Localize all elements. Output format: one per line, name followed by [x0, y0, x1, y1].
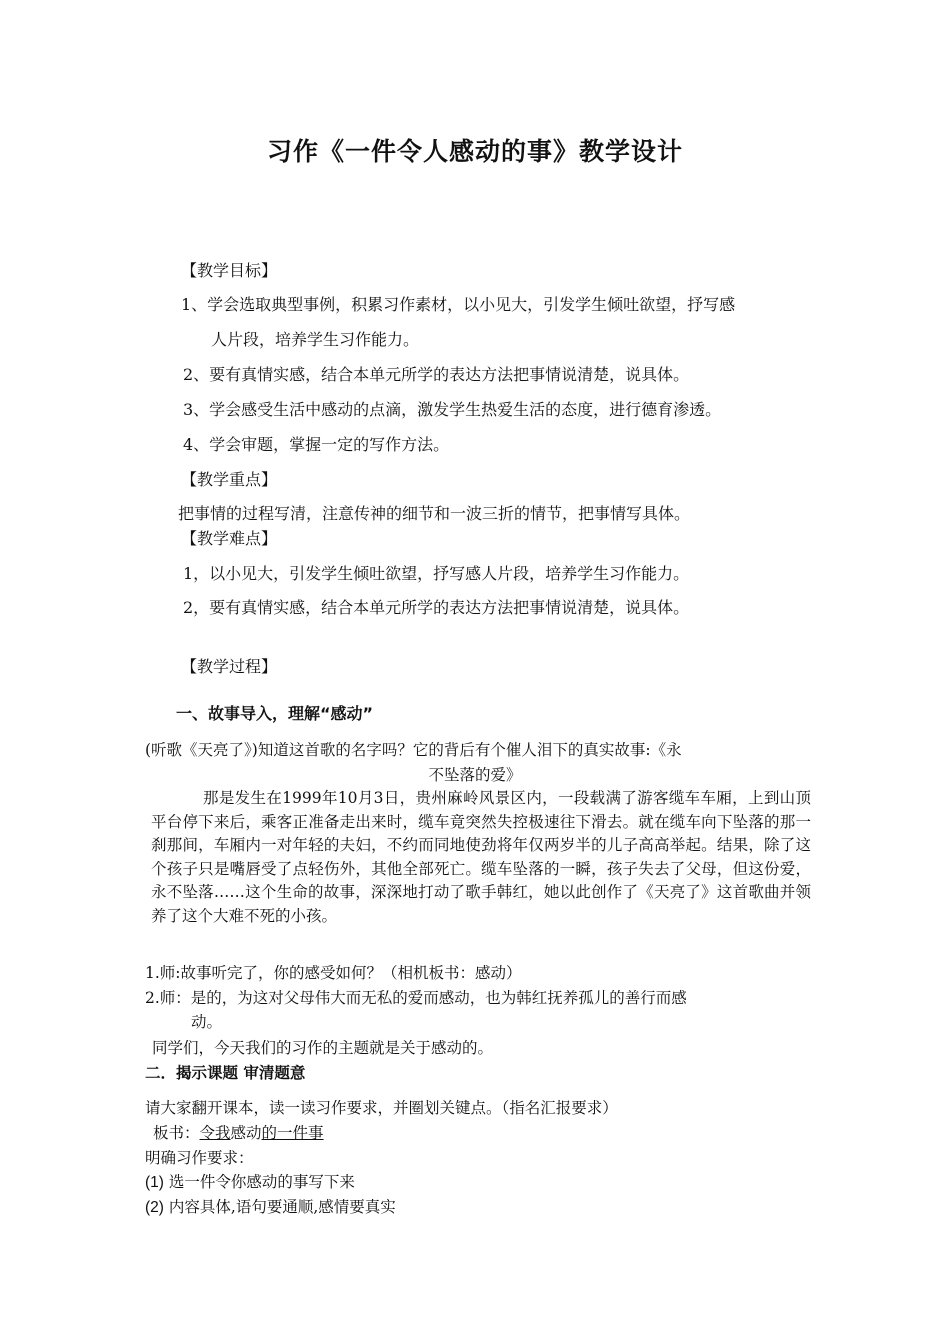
requirement-2-number: (2): [145, 1199, 164, 1216]
board-segment-underlined-2: 的一件事: [261, 1124, 324, 1142]
objectives-heading: 【教学目标】: [181, 261, 278, 280]
board-writing: [153, 1121, 324, 1143]
question-1: 1.师:故事听完了，你的感受如何？（相机板书：感动）: [145, 964, 522, 982]
objective-item-2: 2、要有真情实感，结合本单元所学的表达方法把事情说清楚，说具体。: [183, 365, 690, 384]
requirement-1-text: 选一件令你感动的事写下来: [168, 1173, 355, 1191]
page-title: 习作《一件令人感动的事》教学设计: [266, 137, 683, 166]
listen-line-2: 不坠落的爱》: [428, 766, 522, 784]
requirement-1: [145, 1170, 355, 1192]
board-segment-underlined-1: 令我: [199, 1124, 231, 1142]
clarify-requirements: 明确习作要求：: [145, 1149, 254, 1167]
difficulties-heading: 【教学难点】: [181, 529, 278, 548]
story-paragraph: 那是发生在1999年10月3日，贵州麻岭风景区内，一段载满了游客缆车车厢，上到山顶平台停下来后，乘客正准备走出来时，缆车竟突然失控极速往下滑去。就在缆车向下坠落的那一刹那间，车厢内一对年轻的夫妇，不约而同地使劲将年仅两岁半的儿子高高举起。结果，除了这个孩子只是嘴唇受了点轻伤外，其他全部死亡。缆车坠落的一瞬，孩子失去了父母，但这份爱，永不坠落……这个生命的故事，深深地打动了歌手韩红，她以此创作了《天亮了》这首歌曲并领养了这个大难不死的小孩。: [151, 789, 811, 925]
objective-item-3: 3、学会感受生活中感动的点滴，激发学生热爱生活的态度，进行德育渗透。: [183, 400, 722, 419]
objective-item-4: 4、学会审题，掌握一定的写作方法。: [183, 435, 450, 454]
board-segment-plain: 感动: [230, 1124, 262, 1142]
section-2-heading: 二．揭示课题 审清题意: [145, 1064, 306, 1082]
requirement-2-text: 内容具体,语句要通顺,感情要真实: [168, 1198, 396, 1216]
requirement-1-number: (1): [145, 1174, 164, 1191]
section-1-heading: 一、故事导入，理解“感动”: [176, 704, 374, 723]
listen-line-1: (听歌《天亮了》)知道这首歌的名字吗？它的背后有个催人泪下的真实故事:《永: [145, 741, 682, 759]
open-book-instruction: 请大家翻开课本，读一读习作要求，并圈划关键点。（指名汇报要求）: [145, 1099, 618, 1117]
objective-item-1-line-2: 人片段，培养学生习作能力。: [211, 330, 420, 349]
difficulty-item-1: 1，以小见大，引发学生倾吐欲望，抒写感人片段，培养学生习作能力。: [183, 564, 690, 583]
objective-item-1-line-1: 1、学会选取典型事例，积累习作素材，以小见大，引发学生倾吐欲望，抒写感: [181, 295, 736, 314]
theme-text: 同学们，今天我们的习作的主题就是关于感动的。: [152, 1039, 494, 1057]
requirement-2: [145, 1195, 396, 1217]
board-label: 板书：: [153, 1124, 200, 1142]
question-2-line-1: 2.师：是的，为这对父母伟大而无私的爱而感动，也为韩红抚养孤儿的善行而感: [145, 989, 687, 1007]
question-2-line-2: 动。: [191, 1013, 223, 1031]
keypoints-text: 把事情的过程写清，注意传神的细节和一波三折的情节，把事情写具体。: [178, 504, 691, 523]
keypoints-heading: 【教学重点】: [181, 470, 278, 489]
difficulty-item-2: 2，要有真情实感，结合本单元所学的表达方法把事情说清楚，说具体。: [183, 598, 690, 617]
process-heading: 【教学过程】: [181, 657, 278, 676]
